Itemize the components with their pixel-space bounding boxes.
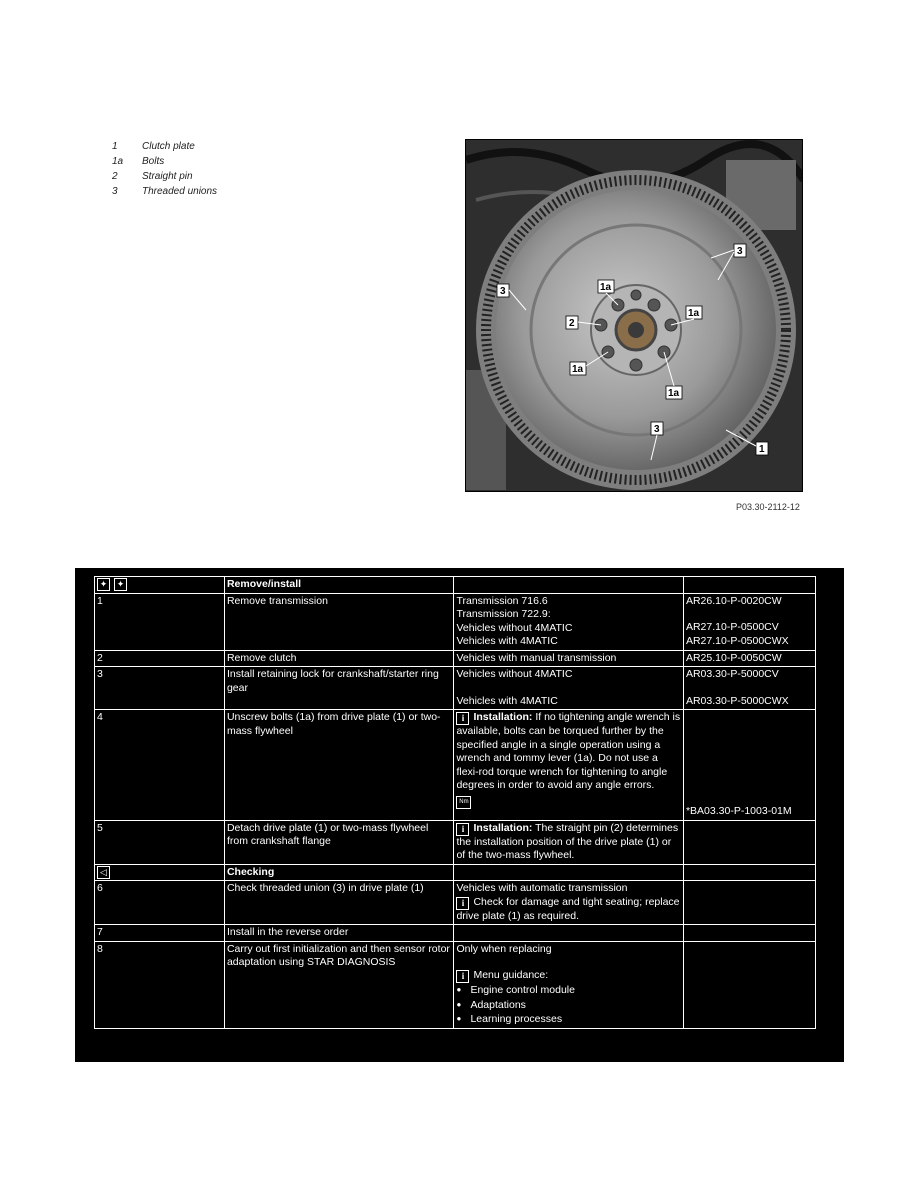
callout-label: 1a: [688, 308, 700, 319]
step-action: Install in the reverse order: [224, 925, 454, 942]
step-number: 8: [95, 941, 225, 1028]
step-number: 1: [95, 593, 225, 650]
step-number: 2: [95, 650, 225, 667]
legend-key: 3: [112, 186, 118, 197]
callout-label: 3: [654, 424, 660, 435]
reference-link[interactable]: AR25.10-P-0050CW: [683, 650, 815, 667]
legend-label: Threaded unions: [142, 186, 218, 197]
callout-label: 1a: [600, 282, 612, 293]
table-row: [95, 667, 816, 710]
step-action: Carry out first initialization and then sensor rotor adaptation using STAR DIAGNOSIS: [224, 941, 454, 1028]
table-row: [95, 710, 816, 821]
list-item: ● Learning processes: [456, 1012, 681, 1027]
step-action: Detach drive plate (1) or two-mass flywheel from crankshaft flange: [224, 820, 454, 864]
drive-plate-photo: [465, 139, 803, 492]
callout-label: 1a: [668, 388, 680, 399]
step-conditions: Transmission 716.6 Transmission 722.9: Vehicles without 4MATIC Vehicles with 4MATIC: [454, 593, 684, 650]
callout-label: 1: [759, 444, 765, 455]
reference-link[interactable]: AR03.30-P-5000CV: [685, 668, 779, 680]
legend-item: [112, 139, 217, 154]
reference-link[interactable]: *BA03.30-P-1003-01M: [685, 805, 792, 817]
reference-link[interactable]: AR26.10-P-0020CW: [685, 594, 782, 607]
step-number: 3: [95, 667, 225, 710]
legend-item: [112, 169, 217, 184]
drive-plate-illustration: [466, 140, 803, 492]
table-row: [95, 650, 816, 667]
figure-legend: [112, 139, 217, 199]
step-number: 5: [95, 820, 225, 864]
legend-label: Clutch plate: [142, 141, 195, 152]
checking-triangle-icon: ◁: [97, 866, 110, 879]
installation-note: i Installation: If no tightening angle wrench is available, bolts can be torqued further by the specified angle in a single operation using a wrench and tommy lever (1a). Do not use a flexi-rod torque wrench for tightening to angle degrees in order to avoid any angle errors. Nm: [454, 710, 684, 821]
section-title: Checking: [224, 864, 454, 881]
step-action: Check threaded union (3) in drive plate (1): [224, 881, 454, 925]
procedure-table: [94, 576, 816, 1029]
section-row: [95, 864, 816, 881]
info-icon: i: [456, 970, 469, 983]
list-item: ● Engine control module: [456, 983, 681, 998]
list-item: ● Adaptations: [456, 998, 681, 1013]
legend-key: 1: [112, 141, 118, 152]
info-icon: i: [456, 712, 469, 725]
reference-link[interactable]: AR27.10-P-0500CV: [685, 621, 779, 633]
step-references: [683, 667, 815, 710]
step-conditions: Only when replacing i Menu guidance: ● Engine control module ● Adaptations ● Learning processes: [454, 941, 684, 1028]
step-action: Unscrew bolts (1a) from drive plate (1) or two-mass flywheel: [224, 710, 454, 821]
step-number: 6: [95, 881, 225, 925]
step-action: Remove clutch: [224, 650, 454, 667]
legend-key: 1a: [112, 156, 124, 167]
reference-link[interactable]: AR27.10-P-0500CWX: [685, 634, 789, 647]
section-icon-cell: [95, 864, 225, 881]
table-row: [95, 925, 816, 942]
table-header-row: [95, 577, 816, 594]
step-action: Install retaining lock for crankshaft/starter ring gear: [224, 667, 454, 710]
table-row: [95, 941, 816, 1028]
callout-label: 3: [500, 286, 506, 297]
section-title: Remove/install: [224, 577, 454, 594]
legend-item: [112, 184, 217, 199]
step-action: Remove transmission: [224, 593, 454, 650]
installation-note: i Installation: The straight pin (2) determines the installation position of the drive plate (1) or of the two-mass flywheel.: [454, 820, 684, 864]
procedure-table-panel: [75, 568, 844, 1062]
step-number: 7: [95, 925, 225, 942]
legend-label: Bolts: [142, 156, 165, 167]
menu-guidance-list: [456, 983, 681, 1027]
step-conditions: Vehicles without 4MATIC Vehicles with 4MATIC: [454, 667, 684, 710]
step-conditions: Vehicles with automatic transmission i Check for damage and tight seating; replace drive plate (1) as required.: [454, 881, 684, 925]
info-icon: i: [456, 823, 469, 836]
legend-key: 2: [112, 171, 118, 182]
table-row: [95, 820, 816, 864]
torque-nm-icon[interactable]: Nm: [456, 796, 471, 809]
step-references: [683, 710, 815, 821]
reference-link[interactable]: AR03.30-P-5000CWX: [685, 694, 789, 707]
step-number: 4: [95, 710, 225, 821]
table-row: [95, 593, 816, 650]
remove-icon: ✦: [97, 578, 110, 591]
callout-label: 3: [737, 246, 743, 257]
callout-label: 1a: [572, 364, 584, 375]
figure-code: P03.30-2112-12: [736, 502, 800, 512]
step-conditions: Vehicles with manual transmission: [454, 650, 684, 667]
header-icons: [95, 577, 225, 594]
step-references: [683, 593, 815, 650]
info-icon: i: [456, 897, 469, 910]
legend-item: [112, 154, 217, 169]
table-row: [95, 881, 816, 925]
install-icon: ✦: [114, 578, 127, 591]
legend-label: Straight pin: [142, 171, 193, 182]
callout-label: 2: [569, 318, 575, 329]
